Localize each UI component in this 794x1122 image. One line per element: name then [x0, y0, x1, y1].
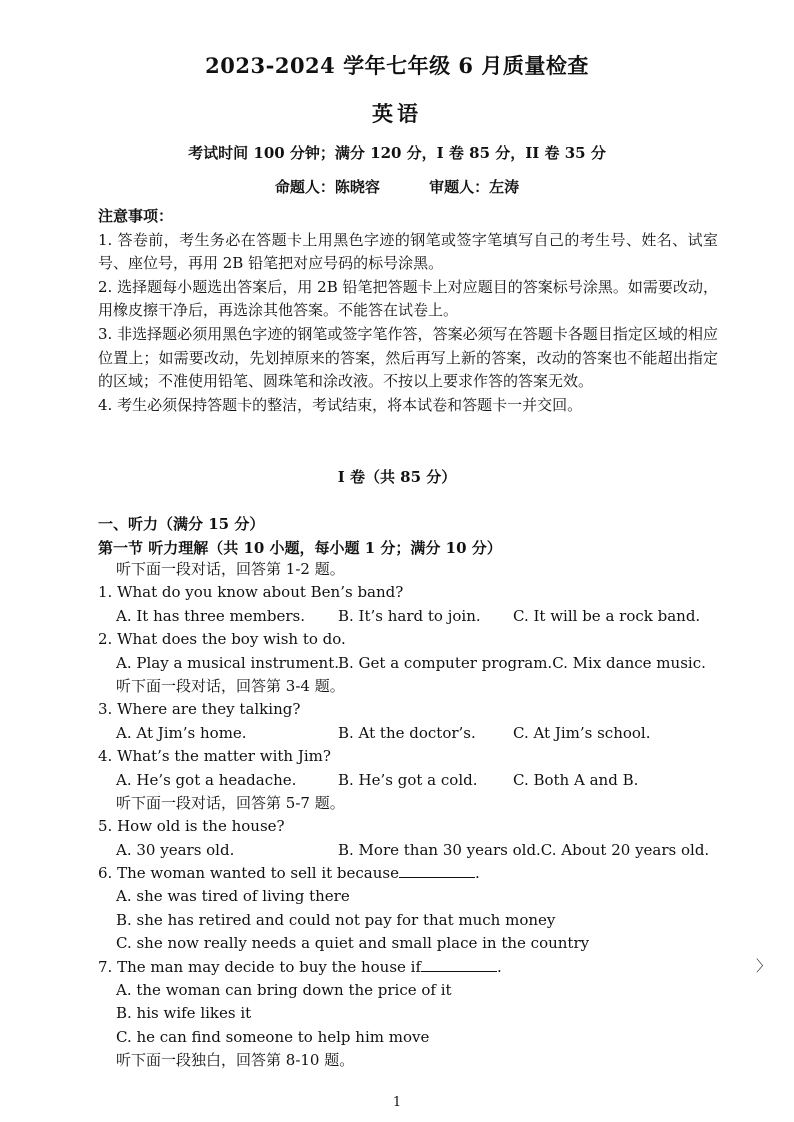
question-stem	[98, 862, 738, 885]
option-c: C. he can find someone to help him move	[116, 1027, 430, 1046]
option-a: A. At Jim’s home.	[116, 723, 247, 742]
option-a: A. He’s got a headache.	[116, 770, 297, 789]
question-stem: 2. What does the boy wish to do.	[98, 630, 346, 649]
notes-section	[98, 205, 718, 417]
option-a: A. the woman can bring down the price of it	[116, 981, 452, 1000]
question-stem: 1. What do you know about Ben’s band?	[98, 583, 404, 602]
stem-end: .	[497, 957, 502, 976]
options-row	[98, 769, 738, 792]
note-item: 2. 选择题每小题选出答案后，用 2B 铅笔把答题卡上对应题目的答案标号涂黑。如需要改动，用橡皮擦干净后，再选涂其他答案。不能答在试卷上。	[98, 277, 718, 320]
margin-mark: 〉	[756, 957, 772, 975]
section-title: 一、听力（满分 15 分）	[98, 515, 265, 533]
option-c: C. she now really needs a quiet and small place in the country	[116, 934, 590, 953]
option-c: C. At Jim’s school.	[513, 723, 651, 742]
option-a: A. Play a musical instrument.	[116, 653, 340, 672]
question-stem: 3. Where are they talking?	[98, 700, 301, 719]
option-b-c: B. More than 30 years old.C. About 20 years old.	[338, 840, 710, 859]
subsection-title: 第一节 听力理解（共 10 小题，每小题 1 分；满分 10 分）	[98, 539, 502, 557]
page-number: 1	[392, 1095, 402, 1110]
option-a: A. 30 years old.	[116, 840, 235, 859]
options-row	[98, 652, 738, 675]
question-stem: 5. How old is the house?	[98, 817, 285, 836]
note-item: 4. 考生必须保持答题卡的整洁，考试结束，将本试卷和答题卡一并交回。	[98, 395, 583, 414]
option-a: A. she was tired of living there	[116, 887, 350, 906]
option-c: C. It will be a rock band.	[513, 606, 701, 625]
option-b: B. she has retired and could not pay for that much money	[116, 910, 556, 929]
note-item: 1. 答卷前，考生务必在答题卡上用黑色字迹的钢笔或签字笔填写自己的考生号、姓名、试室号、座位号，再用 2B 铅笔把对应号码的标号涂黑。	[98, 230, 718, 273]
authors-line	[0, 176, 794, 197]
question-stem: 4. What’s the matter with Jim?	[98, 747, 331, 766]
directions: 听下面一段对话，回答第 1-2 题。	[116, 560, 345, 578]
option-b: B. It’s hard to join.	[338, 606, 481, 625]
option-a: A. It has three members.	[116, 606, 305, 625]
option-b: B. his wife likes it	[116, 1004, 252, 1023]
exam-info: 考试时间 100 分钟；满分 120 分，I 卷 85 分，II 卷 35 分	[188, 144, 606, 162]
option-b: B. At the doctor’s.	[338, 723, 476, 742]
listening-questions	[98, 558, 738, 1073]
directions: 听下面一段对话，回答第 5-7 题。	[116, 793, 345, 812]
exam-title: 2023-2024 学年七年级 6 月质量检查	[205, 53, 589, 78]
part-title: I 卷（共 85 分）	[337, 468, 457, 486]
answer-blank	[421, 957, 497, 972]
directions: 听下面一段独白，回答第 8-10 题。	[116, 1051, 355, 1070]
directions: 听下面一段对话，回答第 3-4 题。	[116, 676, 345, 695]
options-row	[98, 605, 738, 628]
answer-blank	[399, 863, 475, 878]
setter: 命题人：陈晓容	[274, 178, 380, 196]
note-item: 3. 非选择题必须用黑色字迹的钢笔或签字笔作答，答案必须写在答题卡各题目指定区域的相应位置上；如需要改动，先划掉原来的答案，然后再写上新的答案，改动的答案也不能超出指定的区域；不准使用铅笔、圆珠笔和涂改液。不按以上要求作答的答案无效。	[98, 324, 718, 391]
question-stem-text: 7. The man may decide to buy the house if	[98, 957, 422, 976]
reviewer: 审题人：左涛	[429, 178, 520, 196]
subject-title: 英语	[372, 101, 422, 126]
question-stem-text: 6. The woman wanted to sell it because	[98, 864, 399, 883]
options-row	[98, 722, 738, 745]
question-stem	[98, 956, 738, 979]
notes-heading: 注意事项：	[98, 207, 174, 225]
options-row	[98, 839, 738, 862]
option-b: B. He’s got a cold.	[338, 770, 478, 789]
option-b-c: B. Get a computer program.C. Mix dance music.	[338, 653, 706, 672]
option-c: C. Both A and B.	[513, 770, 639, 789]
stem-end: .	[475, 864, 480, 883]
